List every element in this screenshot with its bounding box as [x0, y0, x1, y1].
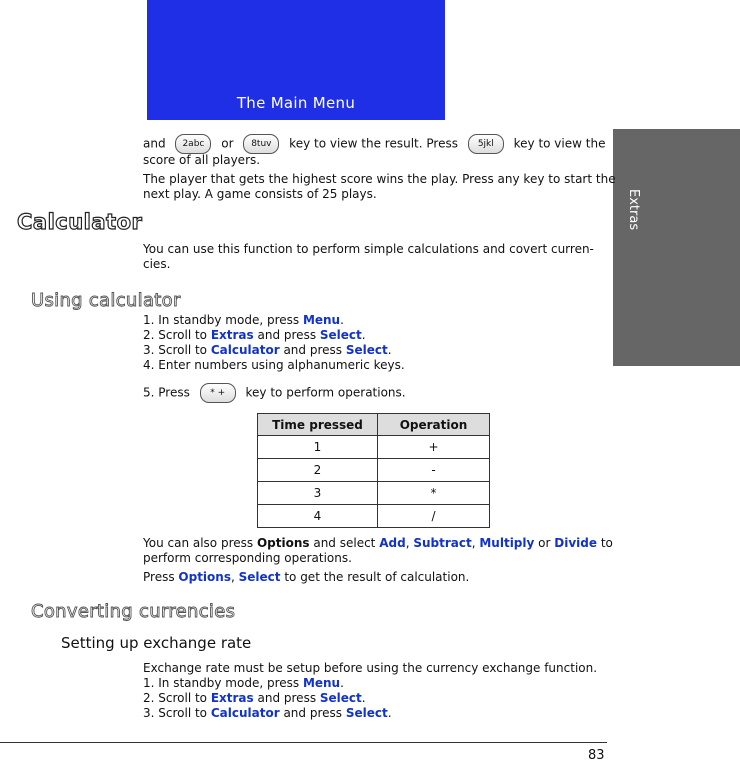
intro-para-2b: next play. A game consists of 25 plays.	[143, 187, 377, 201]
footer-divider	[0, 742, 607, 743]
also-line-2: perform corresponding operations.	[143, 551, 352, 565]
table-cell: +	[378, 436, 490, 459]
star-plus-key-icon: * +	[200, 383, 236, 403]
table-cell: 3	[258, 482, 378, 505]
key-2-icon: 2abc	[175, 134, 211, 154]
page-number: 83	[588, 748, 605, 763]
operations-table	[257, 413, 490, 528]
table-row	[258, 459, 490, 482]
main-menu-banner	[147, 0, 445, 120]
also-line-1: You can also press Options and select Add, Subtract, Multiply or Divide to	[143, 536, 613, 550]
using-step-4: 4. Enter numbers using alphanumeric keys.	[143, 358, 405, 372]
table-cell: *	[378, 482, 490, 505]
table-cell: 2	[258, 459, 378, 482]
using-calculator-heading: Using calculator	[31, 290, 181, 311]
table-header-row	[258, 414, 490, 436]
using-step-1: 1. In standby mode, press Menu.	[143, 313, 344, 327]
using-step-3: 3. Scroll to Calculator and press Select.	[143, 343, 392, 357]
key-5-icon: 5jkl	[468, 134, 504, 154]
table-row	[258, 436, 490, 459]
exchange-rate-subheading: Setting up exchange rate	[61, 634, 252, 652]
table-header: Operation	[378, 414, 490, 436]
converting-heading: Converting currencies	[31, 601, 236, 622]
using-step-5: 5. Press * + key to perform operations.	[143, 383, 406, 403]
table-cell: 4	[258, 505, 378, 528]
table-cell: -	[378, 459, 490, 482]
table-cell: 1	[258, 436, 378, 459]
intro-line-1: and 2abc or 8tuv key to view the result. Press 5jkl key to view the	[143, 134, 605, 154]
table-row	[258, 505, 490, 528]
intro-para-2a: The player that gets the highest score wins the play. Press any key to start the	[143, 172, 616, 186]
also-line-3: Press Options, Select to get the result of calculation.	[143, 570, 470, 584]
table-row	[258, 482, 490, 505]
side-tab-label: Extras	[626, 189, 641, 231]
exchange-step-1: 1. In standby mode, press Menu.	[143, 676, 344, 690]
using-step-2: 2. Scroll to Extras and press Select.	[143, 328, 366, 342]
table-cell: /	[378, 505, 490, 528]
calculator-desc-1: You can use this function to perform simple calculations and covert curren-	[143, 242, 594, 256]
exchange-intro: Exchange rate must be setup before using the currency exchange function.	[143, 661, 598, 675]
exchange-step-3: 3. Scroll to Calculator and press Select.	[143, 706, 392, 720]
banner-title: The Main Menu	[236, 94, 356, 112]
calculator-heading: Calculator	[17, 210, 143, 234]
key-8-icon: 8tuv	[243, 134, 279, 154]
exchange-step-2: 2. Scroll to Extras and press Select.	[143, 691, 366, 705]
calculator-desc-2: cies.	[143, 257, 171, 271]
table-header: Time pressed	[258, 414, 378, 436]
section-side-tab	[613, 129, 740, 366]
intro-line-2: score of all players.	[143, 153, 261, 167]
